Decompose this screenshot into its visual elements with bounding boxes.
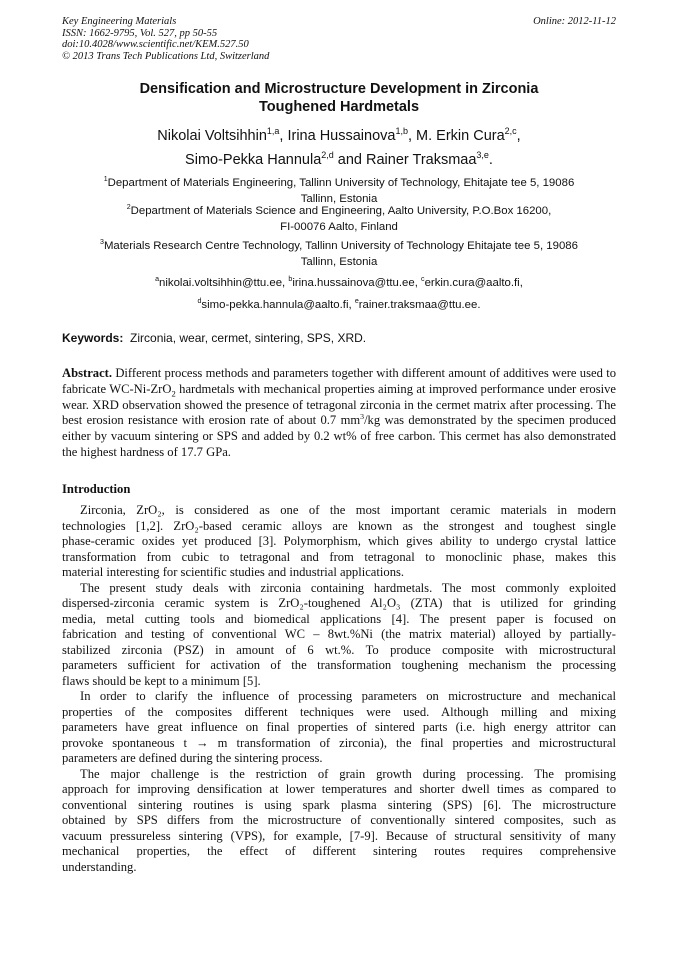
- affiliation-number: 3: [100, 239, 104, 247]
- title-line: Densification and Microstructure Development in Zirconia: [139, 81, 539, 97]
- email-line: $^a$nikolai.voltsihhin@ttu.ee, $^b$irina.hussainova@ttu.ee, $^c$erkin.cura@aalto.fi,: [155, 276, 523, 289]
- journal-doi[interactable]: doi:10.4028/www.scientific.net/KEM.527.50: [62, 39, 249, 50]
- journal-copyright: © 2013 Trans Tech Publications Ltd, Switzerland: [62, 50, 270, 62]
- text-line: understanding.: [62, 859, 137, 874]
- journal-header: [62, 16, 616, 62]
- title-line: Toughened Hardmetals: [258, 99, 420, 115]
- introduction-body: [62, 503, 616, 875]
- email-link[interactable]: rainer.traksmaa@ttu.ee: [358, 299, 478, 311]
- text-line: The major challenge is the restriction of grain growth during processing. The promising: [80, 766, 616, 781]
- text-line: approach for improving densification at lower temperatures and shorter dwell times as compared to: [62, 782, 616, 796]
- author-name: M. Erkin Cura: [416, 128, 505, 144]
- email-link[interactable]: irina.hussainova@ttu.ee: [292, 277, 415, 289]
- text-line: flaws should be kept to a minimum [5].: [62, 673, 261, 688]
- author-name: Simo-Pekka Hannula: [185, 152, 322, 168]
- text-line: The present study deals with zirconia containing hardmetals. The most commonly exploited: [80, 580, 616, 595]
- author-name: Nikolai Voltsihhin: [157, 128, 267, 144]
- text-line: dispersed-zirconia ceramic system is ZrO₂-toughened Al₂O₃ (ZTA) that is utilized for grinding: [62, 596, 616, 610]
- keywords: [62, 331, 616, 346]
- text-line: technologies [1,2]. ZrO₂-based ceramic alloys are known as the strongest and toughest single: [62, 518, 616, 533]
- affiliation: [62, 204, 616, 235]
- affiliation-text: Materials Research Centre Technology, Tallinn University of Technology Ehitajate tee 5, 19086: [103, 240, 578, 252]
- author-name: Rainer Traksmaa: [366, 152, 477, 168]
- affiliation-text: FI-00076 Aalto, Finland: [280, 220, 398, 233]
- abstract-text: Different process methods and parameters together with different amount of additives were used to fabricate WC-Ni-ZrO: [62, 366, 616, 396]
- text-line: vacuum pressureless sintering (VPS), for example, [7-9]. Because of structural sensitivity of many: [62, 828, 616, 843]
- text-line: material interesting for scientific studies and industrial applications.: [62, 565, 405, 579]
- affiliation-number: 2: [126, 204, 131, 212]
- text-line: provoke spontaneous t → m transformation of zirconia), the final properties and microstructural: [62, 735, 616, 750]
- author-line: Simo-Pekka Hannula$^{2,d}$ and Rainer Traksmaa$^{3,e}$.: [185, 150, 493, 168]
- email-link[interactable]: simo-pekka.hannula@aalto.fi: [201, 299, 349, 311]
- text-line: obtained by SPS differs from the microstructure of conventionally sintered composites, such as: [62, 813, 616, 827]
- author-line: Nikolai Voltsihhin$^{1,a}$, Irina Hussainova$^{1,b}$, M. Erkin Cura$^{2,c}$,: [157, 126, 521, 144]
- keywords-text: Zirconia, wear, cermet, sintering, SPS, XRD.: [130, 331, 367, 345]
- abstract: Abstract. Different process methods and parameters together with different amount of additives were used to fabricate WC-Ni-ZrO$_2$ hardmetals with mechanical properties aiming at improved performance under erosive wear. XRD observation showed the presence of tetragonal zirconia in the cermet matrix after processing. The best erosion resistance with erosion rate of about 0.7 $mm^3/kg$ was demonstrated by the specimen produced either by vacuum sintering or SPS and added by 0.2 wt% of free carbon. This cermet has also demonstrated the highest hardness of 17.7 GPa.: [62, 366, 616, 459]
- affiliation-text: Tallinn, Estonia: [300, 192, 378, 205]
- author-affil-mark: 1,b: [395, 126, 408, 137]
- text-line: mechanical properties, the effect of different sintering routes requires comprehensive: [62, 844, 616, 858]
- abstract-label: Abstract.: [62, 366, 113, 380]
- affiliation-text: Tallinn, Estonia: [300, 255, 378, 268]
- email-link[interactable]: erkin.cura@aalto.fi: [424, 277, 520, 289]
- affiliation-number: 1: [103, 176, 108, 184]
- text-line: stabilized zirconia (PSZ) in amount of 6 wt.%. To produce composite with microstructural: [62, 642, 616, 657]
- journal-name: Key Engineering Materials: [62, 16, 177, 27]
- text-line: parameters have great influence on final properties of sintered parts (i.e. high energy attritor can: [62, 720, 616, 734]
- author-name: Irina Hussainova: [287, 128, 396, 144]
- affiliation-text: Department of Materials Science and Engineering, Aalto University, P.O.Box 16200,: [130, 205, 552, 217]
- author-list: [62, 124, 616, 172]
- email-line: $^d$simo-pekka.hannula@aalto.fi, $^e$rainer.traksmaa@ttu.ee.: [197, 298, 481, 311]
- author-affil-mark: 1,a: [266, 126, 280, 137]
- text-line: fabrication and testing of conventional WC – 8wt.%Ni (the matrix material) alloyed by partially-: [62, 627, 616, 641]
- email-link[interactable]: nikolai.voltsihhin@ttu.ee: [159, 277, 283, 289]
- affiliation: [62, 176, 616, 207]
- abstract-text: hardmetals with mechanical properties aiming at improved performance under erosive wear. XRD observation showed the presence of tetragonal zirconia in the cermet matrix after processing. The best erosion resistance with erosion rate of about 0.7 mm: [62, 381, 616, 428]
- affiliation: [62, 239, 616, 270]
- paper-title: [62, 80, 616, 116]
- journal-issn: ISSN: 1662-9795, Vol. 527, pp 50-55: [62, 27, 218, 39]
- text-line: phase-ceramic oxides yet produced [3]. Polymorphism, which gives ability to undergo crystal lattice: [62, 534, 616, 548]
- abstract-text: /kg was demonstrated by the specimen produced either by vacuum sintering or SPS and added by 0.2 wt% of free carbon. This cermet has also demonstrated the highest hardness of 17.7 GPa.: [62, 413, 616, 459]
- author-conjunction: and: [333, 152, 367, 168]
- text-line: parameters are defined during the sintering process.: [62, 751, 323, 765]
- text-line: parameters sufficient for activation of the transformation toughening mechanism the processing: [62, 658, 616, 672]
- text-line: properties of the composites different techniques were used. Although milling and mixing: [62, 704, 616, 719]
- author-affil-mark: 2,c: [504, 126, 517, 137]
- text-line: conventional sintering routines is using spark plasma sintering (SPS) [6]. The microstructure: [62, 797, 616, 812]
- affiliation-text: Department of Materials Engineering, Tallinn University of Technology, Ehitajate tee 5, 19086: [107, 177, 575, 189]
- author-affil-mark: 3,e: [476, 150, 489, 161]
- text-line: Zirconia, ZrO₂, is considered as one of the most important ceramic materials in modern: [80, 503, 616, 517]
- author-affil-mark: 2,d: [321, 150, 334, 161]
- text-line: transformation from cubic to tetragonal and from tetragonal to monoclinic phase, makes this: [62, 549, 616, 564]
- online-date: Online: 2012-11-12: [533, 16, 616, 27]
- text-line: In order to clarify the influence of processing parameters on microstructure and mechanical: [80, 689, 616, 703]
- section-heading: Introduction: [62, 482, 131, 496]
- text-line: media, metal cutting tools and biomedical applications [4]. The present paper is focused on: [62, 611, 616, 626]
- keywords-label: Keywords:: [62, 331, 124, 345]
